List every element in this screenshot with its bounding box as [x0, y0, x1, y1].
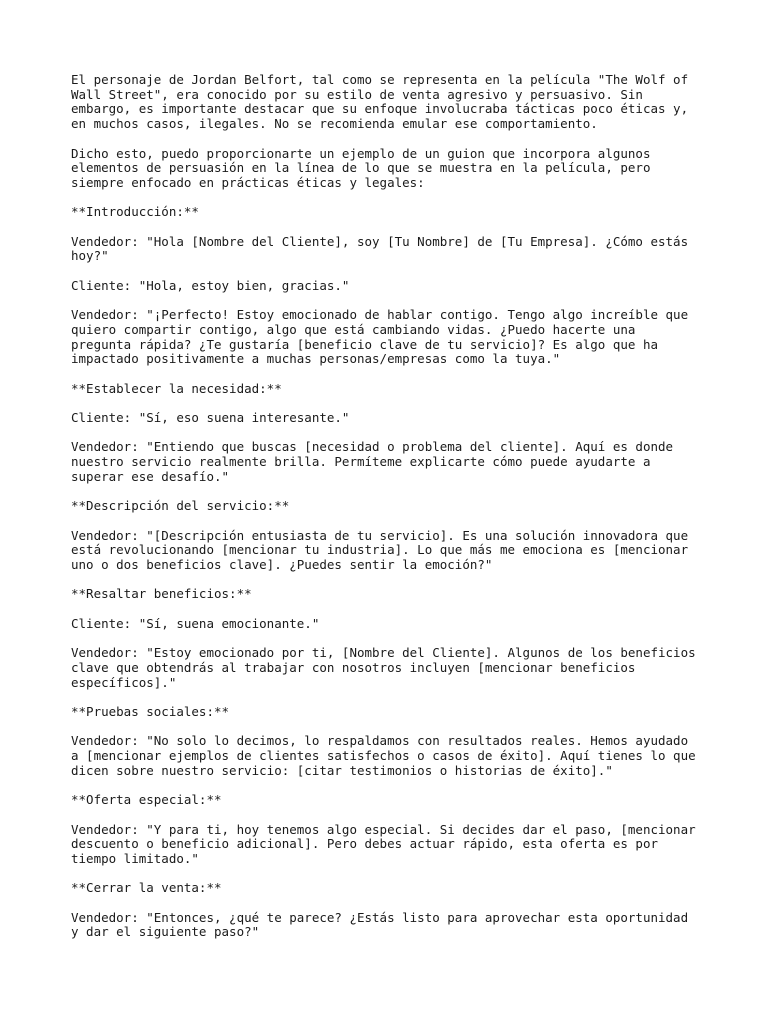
dialogue-line: Vendedor: "[Descripción entusiasta de tu servicio]. Es una solución innovadora que está revolucionando [mencionar tu industria]. Lo que más me emociona es [mencionar uno o dos beneficios clave]. ¿Puedes sentir la emoción?" — [71, 527, 696, 573]
dialogue-line: Cliente: "Hola, estoy bien, gracias." — [71, 277, 350, 293]
section-heading-cerrar-venta: **Cerrar la venta:** — [71, 880, 222, 896]
document-body — [71, 72, 704, 955]
dialogue-line: Cliente: "Sí, eso suena interesante." — [71, 410, 350, 426]
dialogue-line: Vendedor: "¡Perfecto! Estoy emocionado de hablar contigo. Tengo algo increíble que quiero compartir contigo, algo que está cambiando vidas. ¿Puedo hacerte una pregunta rápida? ¿Te gustaría [beneficio clave de tu servicio]? Es algo que ha impactado positivamente a muchas personas/empresas como la tuya." — [71, 307, 696, 367]
section-heading-pruebas-sociales: **Pruebas sociales:** — [71, 704, 230, 720]
dialogue-line: Vendedor: "No solo lo decimos, lo respaldamos con resultados reales. Hemos ayudado a [mencionar ejemplos de clientes satisfechos o casos de éxito]. Aquí tienes lo que dicen sobre nuestro servicio: [citar testimonios o historias de éxito]." — [71, 733, 704, 778]
dialogue-line: Cliente: "Sí, suena emocionante." — [71, 615, 320, 631]
section-heading-resaltar-beneficios: **Resaltar beneficios:** — [71, 586, 252, 602]
section-heading-establecer-necesidad: **Establecer la necesidad:** — [71, 380, 282, 396]
section-heading-introduccion: **Introducción:** — [71, 204, 199, 220]
paragraph-intro-2: Dicho esto, puedo proporcionarte un ejemplo de un guion que incorpora algunos elementos de persuasión en la línea de lo que se muestra en la película, pero siempre enfocado en prácticas éticas y legales: — [71, 145, 659, 190]
dialogue-line: Vendedor: "Y para ti, hoy tenemos algo especial. Si decides dar el paso, [mencionar descuento o beneficio adicional]. Pero debes actuar rápido, esta oferta es por tiempo limitado." — [71, 821, 704, 866]
dialogue-line: Vendedor: "Hola [Nombre del Cliente], soy [Tu Nombre] de [Tu Empresa]. ¿Cómo estás hoy?" — [71, 233, 696, 264]
dialogue-line: Vendedor: "Estoy emocionado por ti, [Nombre del Cliente]. Algunos de los beneficios clave que obtendrás al trabajar con nosotros incluyen [mencionar beneficios específicos]." — [71, 645, 704, 690]
dialogue-line: Vendedor: "Entonces, ¿qué te parece? ¿Estás listo para aprovechar esta oportunidad y dar el siguiente paso?" — [71, 909, 696, 940]
paragraph-intro-1: El personaje de Jordan Belfort, tal como se representa en la película "The Wolf of Wall Street", era conocido por su estilo de venta agresivo y persuasivo. Sin embargo, es importante destacar que su enfoque involucraba tácticas poco éticas y, en muchos casos, ilegales. No se recomienda emular ese comportamiento. — [71, 72, 696, 132]
section-heading-oferta-especial: **Oferta especial:** — [71, 792, 222, 808]
section-heading-descripcion-servicio: **Descripción del servicio:** — [71, 498, 290, 514]
dialogue-line: Vendedor: "Entiendo que buscas [necesidad o problema del cliente]. Aquí es donde nuestro servicio realmente brilla. Permíteme explicarte cómo puede ayudarte a superar ese desafío." — [71, 439, 681, 484]
